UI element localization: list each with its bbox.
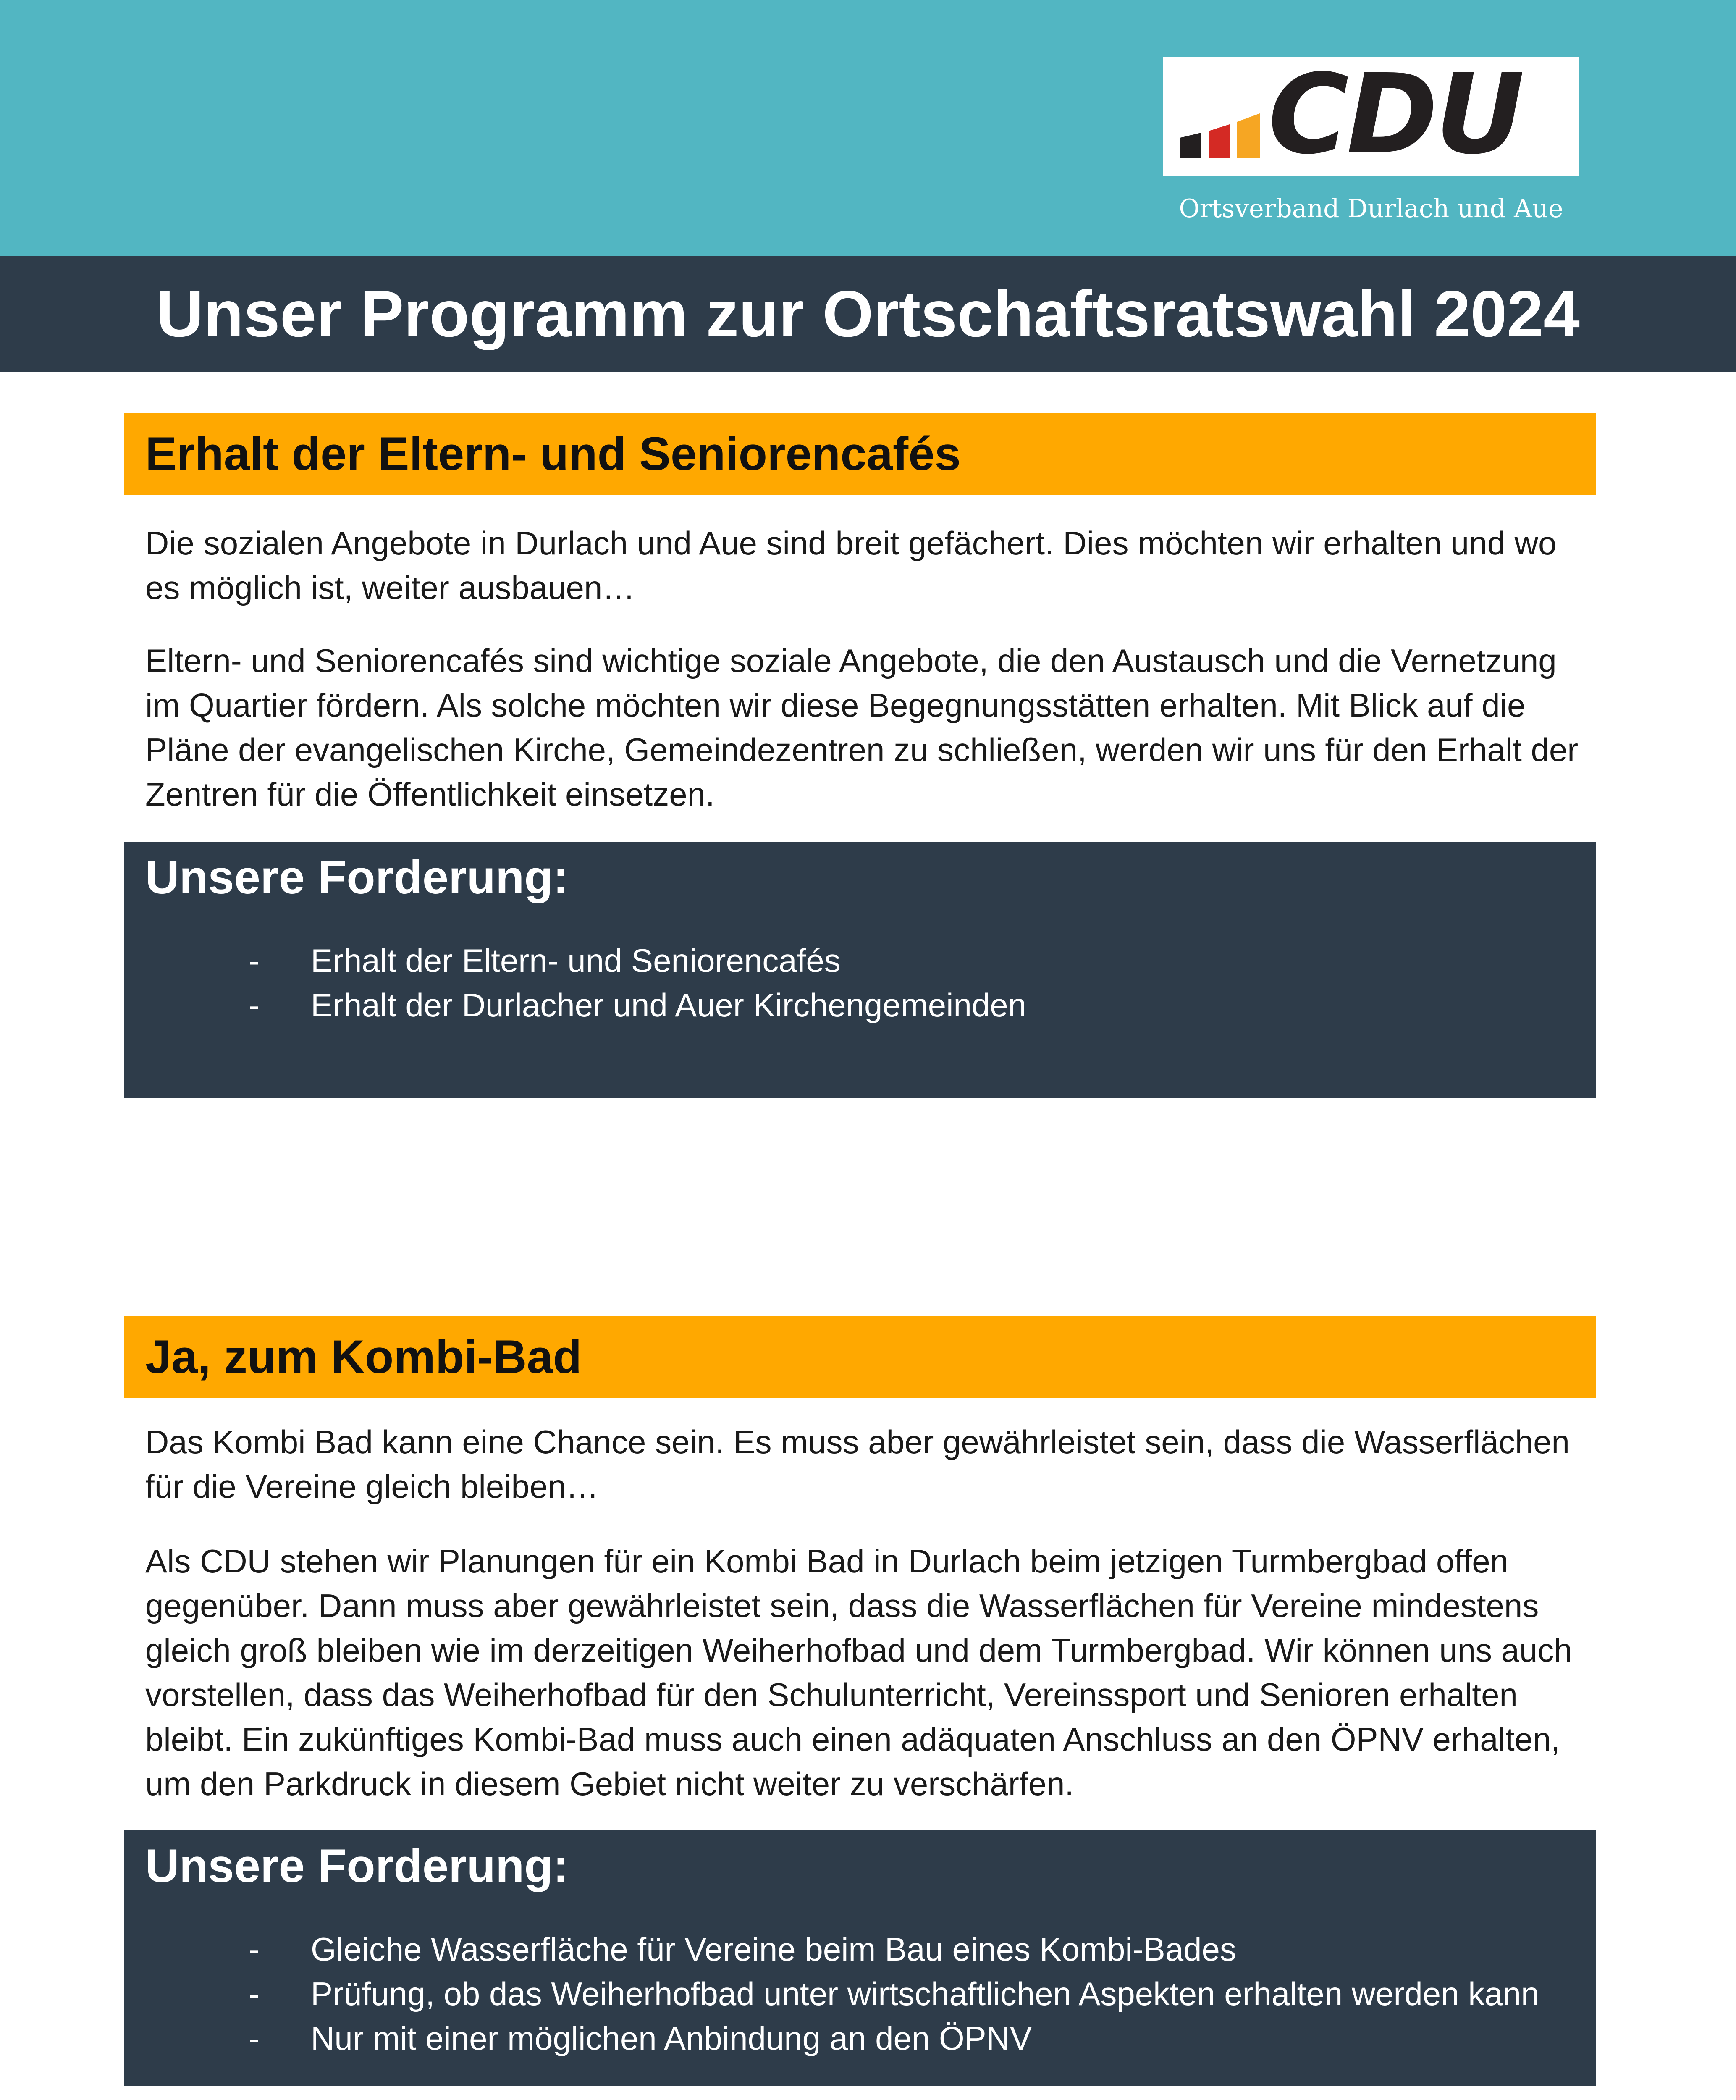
demand-title: Unsere Forderung: <box>145 1840 569 1892</box>
ortsverband-subtitle: Ortsverband Durlach und Aue <box>1179 194 1563 223</box>
section-body-paragraph: Eltern- und Seniorencafés sind wichtige soziale Angebote, die den Austausch und die Vernetzung im Quartier fördern. Als solche möchten wir diese Begegnungsstätten erhalten. Mit Blick auf die Pläne der evangelischen Kirche, Gemeindezentren zu schließen, werden wir uns für den Erhalt der Zentren für die Öffentlichkeit einsetzen. <box>145 642 1579 813</box>
section-heading-text: Ja, zum Kombi-Bad <box>145 1331 582 1383</box>
list-item: - Erhalt der Durlacher und Auer Kirchengemeinden <box>207 983 1026 1027</box>
cdu-logo <box>1163 50 1579 178</box>
section-heading-kombi-bad <box>124 1316 1596 1398</box>
header-band <box>0 0 1736 256</box>
section-intro-paragraph: Die sozialen Angebote in Durlach und Aue sind breit gefächert. Dies möchten wir erhalten und wo es möglich ist, weiter ausbauen… <box>145 525 1557 606</box>
demand-list <box>207 1927 1539 2061</box>
section-heading-text: Erhalt der Eltern- und Seniorencafés <box>145 428 961 480</box>
demand-box-seniorencafes <box>124 842 1596 1098</box>
section-intro-paragraph: Das Kombi Bad kann eine Chance sein. Es muss aber gewährleistet sein, dass die Wasserflächen für die Vereine gleich bleiben… <box>145 1423 1570 1505</box>
logo-wordmark: CDU <box>1268 50 1522 178</box>
list-item: - Prüfung, ob das Weiherhofbad unter wirtschaftlichen Aspekten erhalten werden kann <box>207 1971 1539 2016</box>
demand-box-kombi-bad <box>124 1830 1596 2086</box>
list-item: - Erhalt der Eltern- und Seniorencafés <box>207 938 1026 983</box>
title-band <box>0 256 1736 372</box>
logo-bars-icon <box>1180 99 1260 158</box>
demand-title: Unsere Forderung: <box>145 851 569 903</box>
page-title: Unser Programm zur Ortschaftsratswahl 2024 <box>156 278 1580 351</box>
section-heading-seniorencafes <box>124 413 1596 495</box>
list-item: - Nur mit einer möglichen Anbindung an den ÖPNV <box>207 2016 1539 2061</box>
section-body-paragraph: Als CDU stehen wir Planungen für ein Kombi Bad in Durlach beim jetzigen Turmbergbad offen gegenüber. Dann muss aber gewährleistet sein, dass die Wasserflächen für Vereine mindestens gleich groß bleiben wie im derzeitigen Weiherhofbad und dem Turmbergbad. Wir können uns auch vorstellen, dass das Weiherhofbad für den Schulunterricht, Vereinssport und Senioren erhalten bleibt. Ein zukünftiges Kombi-Bad muss auch einen adäquaten Anschluss an den ÖPNV erhalten, um den Parkdruck in diesem Gebiet nicht weiter zu verschärfen. <box>145 1543 1572 1802</box>
demand-list <box>207 938 1026 1027</box>
list-item: - Gleiche Wasserfläche für Vereine beim Bau eines Kombi-Bades <box>207 1927 1539 1971</box>
